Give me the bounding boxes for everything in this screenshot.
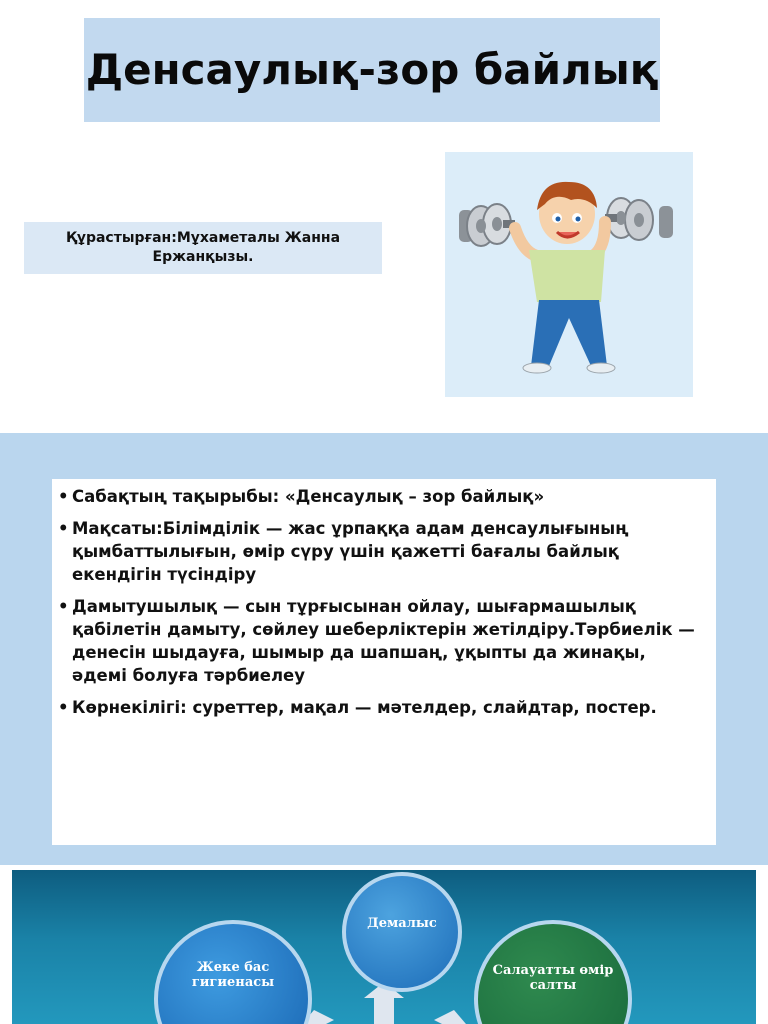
circle-label-center: Демалыс [367,915,437,931]
diagram-banner [12,870,756,1024]
circle-label-right: Салауатты өмір салты [492,963,614,993]
bullet-item: • Көрнекілігі: суреттер, мақал — мәтелдер, слайдтар, постер. [72,696,702,719]
lesson-content-box [52,479,716,845]
bullet-item: • Сабақтың тақырыбы: «Денсаулық – зор байлық» [72,485,702,508]
boy-dumbbells-illustration [445,152,693,397]
bullet-item: • Дамытушылық — сын тұрғысынан ойлау, шығармашылық қабілетін дамыту, сөйлеу шеберліктерін жетілдіру.Тәрбиелік — денесін шыдауға, шымыр да шапшаң, ұқыпты да жинақы, әдемі болуға тәрбиелеу [72,595,702,687]
bullet-list [52,479,716,719]
boy-dumbbells-icon [445,152,693,397]
circle-label-left: Жеке бас гигиенасы [191,960,275,990]
circle-rest [342,872,462,992]
author-box [24,222,382,274]
bullet-item: • Мақсаты:Білімділік — жас ұрпаққа адам денсаулығының қымбаттылығын, өмір сүру үшін қажетті бағалы байлық екендігін түсіндіру [72,517,702,586]
slide-title: Денсаулық-зор байлық [85,45,659,94]
author-text: Құрастырған:Мұхаметалы Жанна Ержанқызы. [65,230,341,265]
title-banner [84,18,660,122]
